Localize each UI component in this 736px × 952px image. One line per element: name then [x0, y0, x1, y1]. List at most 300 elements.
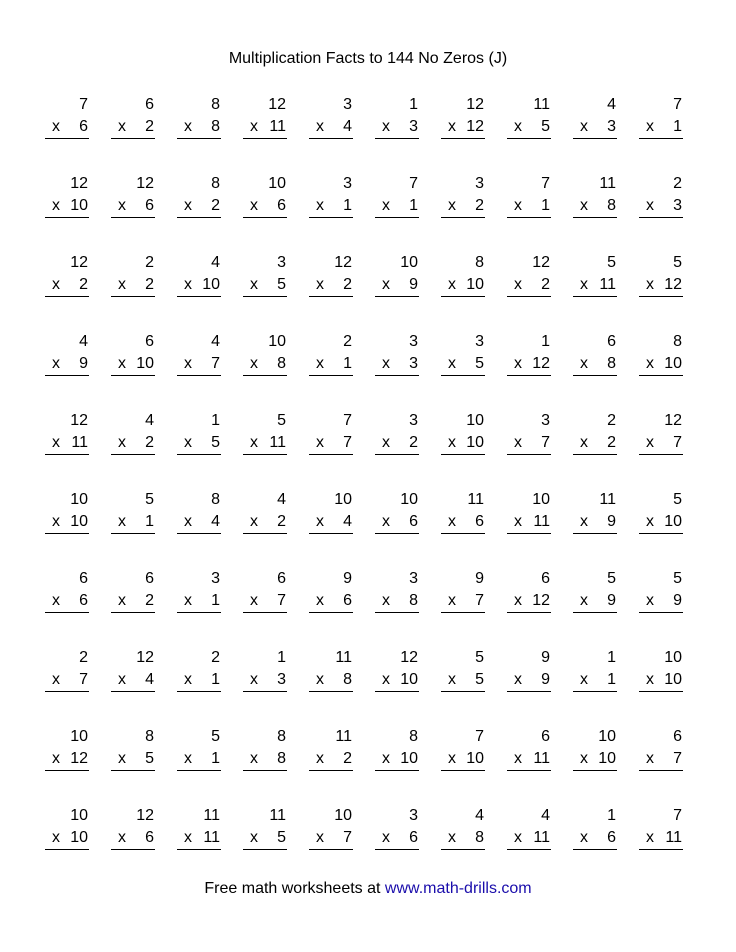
multiply-sign: x [316, 671, 324, 688]
multiplier-row [111, 432, 155, 455]
multiply-sign: x [382, 829, 390, 846]
multiply-sign: x [382, 592, 390, 609]
multiply-sign: x [250, 355, 258, 372]
multiplier: 5 [475, 355, 484, 372]
multiply-sign: x [382, 434, 390, 451]
problem [507, 726, 551, 805]
multiplier-row [177, 511, 221, 534]
multiply-sign: x [250, 750, 258, 767]
multiplier-row [441, 669, 485, 692]
multiplier: 3 [607, 118, 616, 135]
multiply-sign: x [514, 355, 522, 372]
multiply-sign: x [250, 118, 258, 135]
multiplier-row [309, 195, 353, 218]
multiplier: 2 [475, 197, 484, 214]
multiply-sign: x [250, 671, 258, 688]
multiplier: 2 [211, 197, 220, 214]
multiply-sign: x [250, 197, 258, 214]
multiplier-row [573, 669, 617, 692]
multiplier-row [441, 432, 485, 455]
multiply-sign: x [514, 829, 522, 846]
multiplicand: 8 [145, 728, 154, 745]
multiplicand: 6 [277, 570, 286, 587]
multiply-sign: x [316, 355, 324, 372]
multiplier-row [441, 353, 485, 376]
multiplicand: 10 [532, 491, 550, 508]
multiplier-row [639, 827, 683, 850]
problem [309, 647, 353, 726]
multiplier-row [243, 590, 287, 613]
multiplicand: 7 [343, 412, 352, 429]
multiplier: 9 [541, 671, 550, 688]
problem [111, 489, 155, 568]
multiplier: 4 [343, 513, 352, 530]
multiplier: 1 [673, 118, 682, 135]
multiply-sign: x [250, 276, 258, 293]
problem [177, 647, 221, 726]
multiplier-row [111, 511, 155, 534]
multiplier-row [243, 195, 287, 218]
multiply-sign: x [448, 513, 456, 530]
multiplier: 7 [277, 592, 286, 609]
multiplier: 11 [533, 513, 550, 530]
problem [243, 410, 287, 489]
problem [639, 173, 683, 252]
multiply-sign: x [514, 434, 522, 451]
multiplier: 1 [145, 513, 154, 530]
problem [507, 94, 551, 173]
multiply-sign: x [52, 276, 60, 293]
multiplicand: 4 [607, 96, 616, 113]
multiplier-row [507, 669, 551, 692]
multiplier: 10 [136, 355, 154, 372]
multiplier-row [573, 748, 617, 771]
multiplier-row [375, 827, 419, 850]
multiplier: 4 [343, 118, 352, 135]
problem [573, 94, 617, 173]
multiplier: 2 [343, 750, 352, 767]
multiplier-row [177, 748, 221, 771]
multiplier-row [639, 748, 683, 771]
multiplier: 3 [673, 197, 682, 214]
multiplier-row [309, 511, 353, 534]
multiply-sign: x [184, 276, 192, 293]
problem [45, 94, 89, 173]
multiplicand: 6 [145, 333, 154, 350]
multiply-sign: x [646, 750, 654, 767]
multiplicand: 2 [79, 649, 88, 666]
problem [45, 410, 89, 489]
problem [309, 252, 353, 331]
multiply-sign: x [448, 355, 456, 372]
multiply-sign: x [448, 829, 456, 846]
multiply-sign: x [316, 592, 324, 609]
multiplier: 8 [607, 355, 616, 372]
multiplier: 1 [211, 750, 220, 767]
multiply-sign: x [52, 671, 60, 688]
multiplier: 2 [145, 118, 154, 135]
multiplier-row [507, 827, 551, 850]
multiplicand: 11 [599, 175, 616, 192]
multiplier-row [45, 748, 89, 771]
multiplier-row [441, 827, 485, 850]
footer-link[interactable]: www.math-drills.com [384, 880, 532, 897]
problem [243, 647, 287, 726]
multiplicand: 12 [136, 807, 154, 824]
multiply-sign: x [250, 434, 258, 451]
multiplicand: 2 [673, 175, 682, 192]
multiply-sign: x [646, 355, 654, 372]
multiplier: 5 [211, 434, 220, 451]
multiplier: 10 [664, 513, 682, 530]
multiplier-row [45, 195, 89, 218]
multiplicand: 3 [541, 412, 550, 429]
problem [507, 410, 551, 489]
multiplier: 8 [475, 829, 484, 846]
multiplier: 10 [466, 434, 484, 451]
multiplicand: 10 [70, 807, 88, 824]
problem [45, 568, 89, 647]
multiply-sign: x [580, 434, 588, 451]
multiplicand: 7 [541, 175, 550, 192]
multiplicand: 10 [466, 412, 484, 429]
multiplicand: 3 [409, 570, 418, 587]
multiplier-row [375, 195, 419, 218]
multiplier-row [111, 748, 155, 771]
problem [309, 489, 353, 568]
problem [573, 489, 617, 568]
multiplicand: 2 [607, 412, 616, 429]
multiply-sign: x [448, 276, 456, 293]
multiplier: 9 [409, 276, 418, 293]
multiplicand: 10 [334, 491, 352, 508]
multiplier: 6 [145, 197, 154, 214]
multiplier-row [507, 432, 551, 455]
multiply-sign: x [580, 750, 588, 767]
multiply-sign: x [52, 750, 60, 767]
problem [177, 94, 221, 173]
problem [507, 331, 551, 410]
multiply-sign: x [382, 513, 390, 530]
multiplier-row [441, 195, 485, 218]
multiplier: 6 [409, 829, 418, 846]
multiply-sign: x [646, 513, 654, 530]
multiply-sign: x [118, 118, 126, 135]
multiplicand: 3 [409, 807, 418, 824]
multiplicand: 8 [277, 728, 286, 745]
multiplier: 5 [277, 276, 286, 293]
multiplier-row [111, 274, 155, 297]
multiplier-row [441, 590, 485, 613]
multiplicand: 7 [409, 175, 418, 192]
multiply-sign: x [184, 671, 192, 688]
multiplicand: 10 [70, 491, 88, 508]
multiplier-row [177, 274, 221, 297]
problem [441, 489, 485, 568]
multiplier-row [111, 669, 155, 692]
multiply-sign: x [382, 276, 390, 293]
multiplicand: 7 [79, 96, 88, 113]
multiplicand: 6 [145, 96, 154, 113]
multiplicand: 10 [268, 333, 286, 350]
multiplier-row [507, 195, 551, 218]
multiply-sign: x [52, 592, 60, 609]
multiplier-row [45, 353, 89, 376]
problem [441, 410, 485, 489]
multiplier: 9 [79, 355, 88, 372]
multiplier: 1 [211, 592, 220, 609]
multiplier: 10 [400, 750, 418, 767]
multiplier-row [243, 827, 287, 850]
problem [111, 726, 155, 805]
multiply-sign: x [250, 513, 258, 530]
problem [375, 94, 419, 173]
problem [375, 805, 419, 884]
multiply-sign: x [514, 513, 522, 530]
multiplier: 10 [664, 671, 682, 688]
multiplier: 7 [673, 750, 682, 767]
multiply-sign: x [52, 355, 60, 372]
multiplicand: 5 [277, 412, 286, 429]
multiplier-row [573, 432, 617, 455]
multiplicand: 11 [269, 807, 286, 824]
multiplier-row [45, 669, 89, 692]
multiplicand: 11 [533, 96, 550, 113]
multiplicand: 5 [211, 728, 220, 745]
multiplier: 10 [70, 197, 88, 214]
problem [243, 94, 287, 173]
problem [441, 331, 485, 410]
problem [639, 647, 683, 726]
problem [573, 173, 617, 252]
multiply-sign: x [118, 592, 126, 609]
problem-grid [45, 94, 695, 884]
multiplier: 10 [598, 750, 616, 767]
multiply-sign: x [118, 750, 126, 767]
multiply-sign: x [646, 592, 654, 609]
footer-text: Free math worksheets at [204, 880, 381, 897]
multiply-sign: x [514, 276, 522, 293]
multiply-sign: x [316, 118, 324, 135]
problem [177, 805, 221, 884]
multiplier: 3 [409, 118, 418, 135]
problem [309, 173, 353, 252]
multiplier: 2 [409, 434, 418, 451]
multiplicand: 1 [277, 649, 286, 666]
multiplier: 7 [79, 671, 88, 688]
problem [45, 489, 89, 568]
multiplier-row [309, 432, 353, 455]
multiplicand: 11 [335, 649, 352, 666]
multiplier: 12 [532, 355, 550, 372]
multiply-sign: x [52, 197, 60, 214]
multiplier: 9 [673, 592, 682, 609]
multiply-sign: x [118, 276, 126, 293]
multiplier: 11 [665, 829, 682, 846]
multiply-sign: x [448, 671, 456, 688]
multiplier-row [309, 669, 353, 692]
multiplier: 6 [79, 592, 88, 609]
multiplicand: 10 [268, 175, 286, 192]
multiplier: 1 [541, 197, 550, 214]
multiply-sign: x [316, 276, 324, 293]
problem [111, 173, 155, 252]
multiplicand: 5 [673, 491, 682, 508]
problem [309, 568, 353, 647]
multiplier-row [639, 511, 683, 534]
multiplicand: 4 [277, 491, 286, 508]
multiplicand: 2 [145, 254, 154, 271]
multiply-sign: x [580, 592, 588, 609]
multiplicand: 4 [541, 807, 550, 824]
multiplier-row [45, 511, 89, 534]
problem [573, 647, 617, 726]
problem [639, 568, 683, 647]
multiplier-row [441, 748, 485, 771]
multiplier-row [639, 669, 683, 692]
multiplicand: 1 [541, 333, 550, 350]
multiplier: 11 [203, 829, 220, 846]
problem [111, 805, 155, 884]
multiply-sign: x [184, 750, 192, 767]
multiplier-row [45, 274, 89, 297]
multiplier-row [375, 432, 419, 455]
multiplier: 2 [277, 513, 286, 530]
problem [177, 489, 221, 568]
multiplicand: 12 [532, 254, 550, 271]
multiplier-row [507, 353, 551, 376]
multiplicand: 5 [607, 254, 616, 271]
multiplier-row [243, 274, 287, 297]
problem [177, 331, 221, 410]
multiplicand: 4 [79, 333, 88, 350]
multiply-sign: x [184, 197, 192, 214]
multiplicand: 6 [673, 728, 682, 745]
multiply-sign: x [646, 276, 654, 293]
problem [441, 173, 485, 252]
multiplier-row [177, 353, 221, 376]
multiplicand: 4 [145, 412, 154, 429]
multiplicand: 1 [607, 649, 616, 666]
multiplicand: 7 [673, 807, 682, 824]
multiplicand: 12 [70, 175, 88, 192]
multiplicand: 5 [475, 649, 484, 666]
multiplier-row [639, 432, 683, 455]
multiplicand: 7 [673, 96, 682, 113]
problem [309, 94, 353, 173]
problem [507, 805, 551, 884]
multiplicand: 10 [400, 491, 418, 508]
multiplier-row [309, 116, 353, 139]
multiplier: 3 [277, 671, 286, 688]
problem [375, 173, 419, 252]
problem [45, 252, 89, 331]
multiplier: 7 [475, 592, 484, 609]
multiply-sign: x [646, 197, 654, 214]
multiplicand: 8 [211, 96, 220, 113]
multiplicand: 11 [599, 491, 616, 508]
multiplier: 7 [673, 434, 682, 451]
multiplier: 12 [70, 750, 88, 767]
multiplier: 7 [541, 434, 550, 451]
multiplier-row [573, 274, 617, 297]
problem [177, 726, 221, 805]
multiplicand: 4 [475, 807, 484, 824]
multiplier: 2 [607, 434, 616, 451]
multiplicand: 8 [211, 175, 220, 192]
problem [573, 726, 617, 805]
problem [639, 726, 683, 805]
multiplicand: 3 [475, 175, 484, 192]
multiplicand: 4 [211, 333, 220, 350]
multiplicand: 10 [664, 649, 682, 666]
multiplier-row [639, 116, 683, 139]
multiplier-row [45, 432, 89, 455]
multiplier-row [243, 116, 287, 139]
multiplier-row [177, 116, 221, 139]
multiplier: 1 [607, 671, 616, 688]
multiply-sign: x [52, 829, 60, 846]
multiplier: 12 [466, 118, 484, 135]
multiplier-row [45, 116, 89, 139]
multiplier: 2 [145, 592, 154, 609]
multiplier: 2 [145, 276, 154, 293]
multiplicand: 10 [400, 254, 418, 271]
problem [639, 252, 683, 331]
multiply-sign: x [448, 197, 456, 214]
multiplicand: 3 [343, 175, 352, 192]
multiplier: 1 [409, 197, 418, 214]
multiplier: 12 [532, 592, 550, 609]
multiplier-row [243, 669, 287, 692]
problem [441, 568, 485, 647]
multiply-sign: x [448, 118, 456, 135]
multiplier: 8 [211, 118, 220, 135]
multiply-sign: x [118, 513, 126, 530]
multiply-sign: x [382, 118, 390, 135]
multiplicand: 6 [145, 570, 154, 587]
problem [441, 94, 485, 173]
multiply-sign: x [184, 829, 192, 846]
multiplier-row [111, 195, 155, 218]
multiplicand: 12 [664, 412, 682, 429]
multiplier: 8 [277, 355, 286, 372]
multiply-sign: x [382, 355, 390, 372]
multiplier-row [45, 590, 89, 613]
multiplicand: 10 [334, 807, 352, 824]
multiplier: 6 [607, 829, 616, 846]
multiplier-row [573, 116, 617, 139]
multiplier: 9 [607, 513, 616, 530]
multiply-sign: x [514, 118, 522, 135]
multiplier-row [507, 274, 551, 297]
multiplier-row [243, 432, 287, 455]
multiply-sign: x [646, 434, 654, 451]
multiplier-row [639, 353, 683, 376]
multiply-sign: x [316, 750, 324, 767]
multiplier: 8 [343, 671, 352, 688]
multiplier: 12 [664, 276, 682, 293]
multiply-sign: x [184, 355, 192, 372]
multiplier: 10 [202, 276, 220, 293]
multiplier: 4 [145, 671, 154, 688]
worksheet-title: Multiplication Facts to 144 No Zeros (J) [228, 50, 508, 67]
multiplicand: 5 [145, 491, 154, 508]
multiplier: 1 [343, 197, 352, 214]
multiply-sign: x [382, 750, 390, 767]
multiplier-row [309, 274, 353, 297]
multiplicand: 6 [607, 333, 616, 350]
